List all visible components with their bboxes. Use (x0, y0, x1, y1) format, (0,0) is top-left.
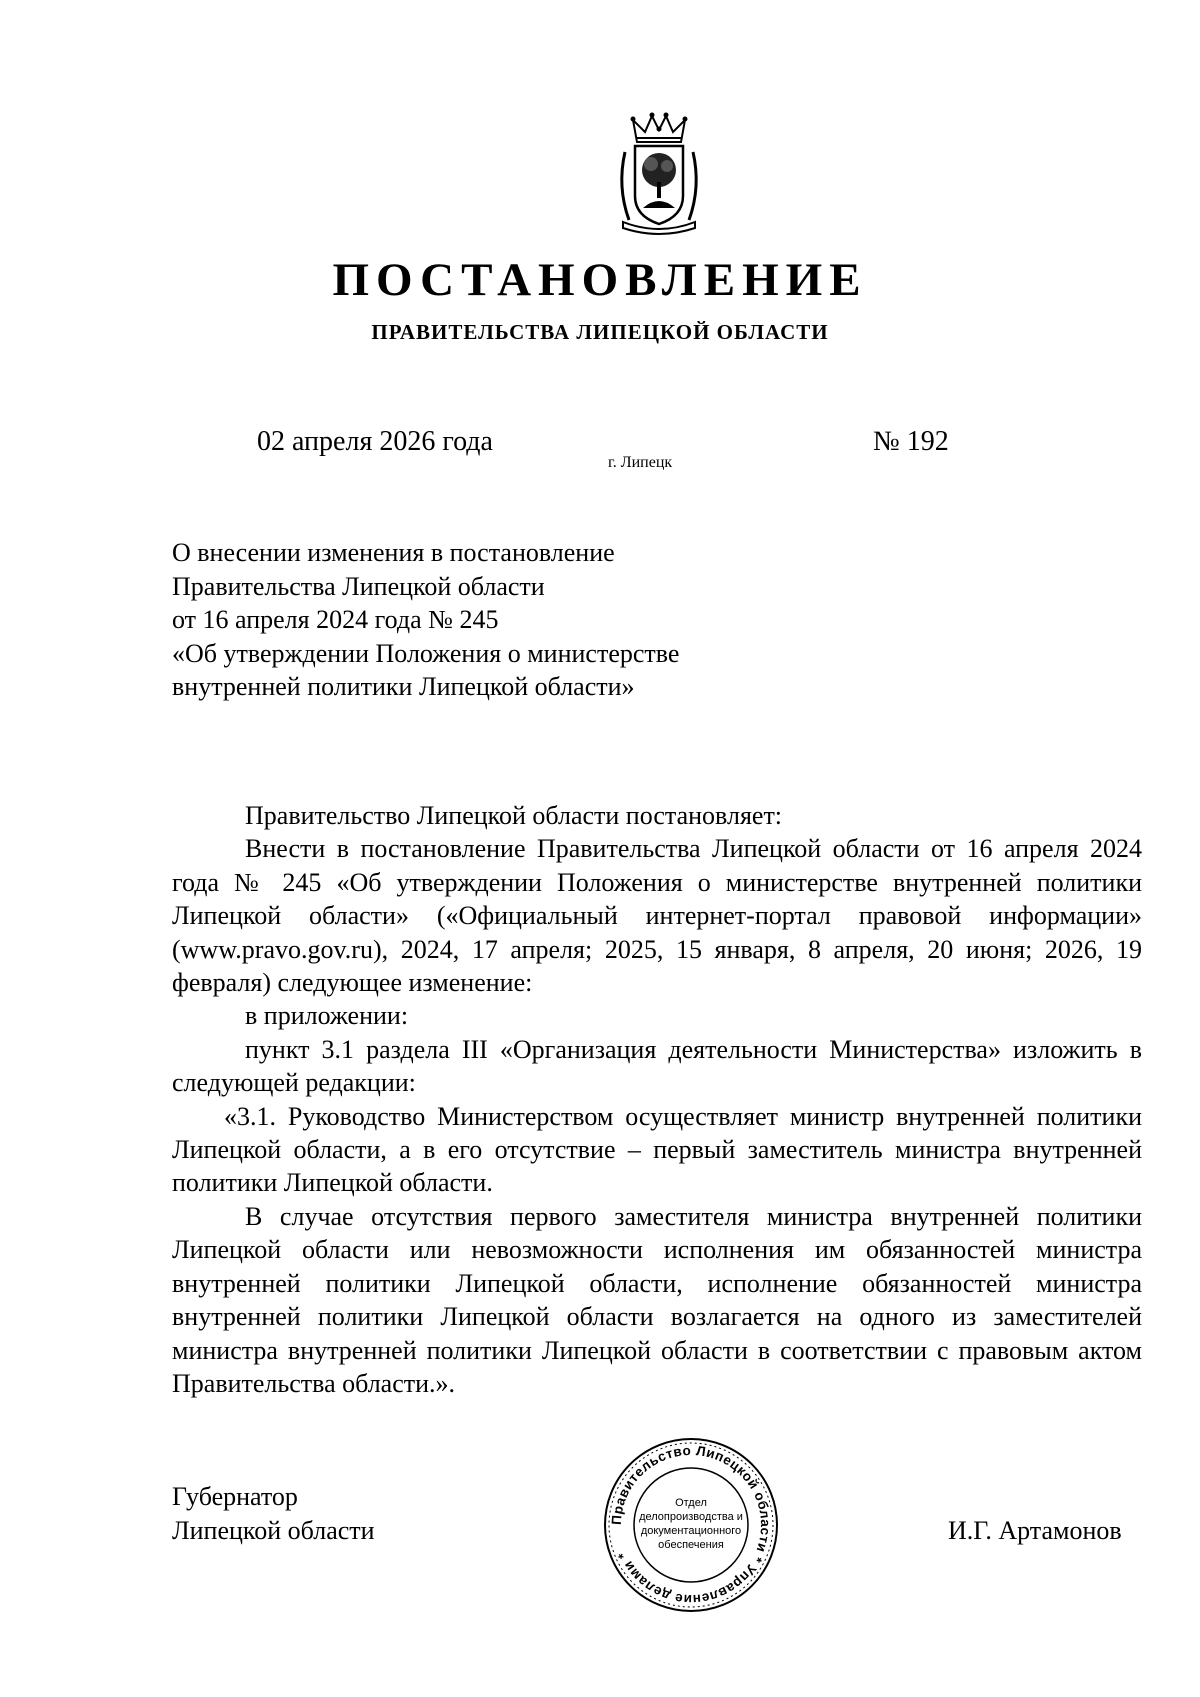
seal-inner-line: обеспечения (658, 1539, 724, 1551)
seal-inner-line: Отдел (675, 1497, 707, 1509)
document-number: № 192 (873, 426, 949, 457)
body-paragraph: Внести в постановление Правительства Липецкой области от 16 апреля 2024 года № 245 «Об утверждении Положения о министерстве внутренней политики Липецкой области» («Официальный интернет-портал правовой информации» (www.pravo.gov.ru), 2024, 17 апреля; 2025, 15 января, 8 апреля, 20 июня; 2026, 19 февраля) следующее изменение: (172, 834, 1142, 998)
seal-inner-line: делопроизводства и (639, 1511, 743, 1523)
coat-of-arms-icon (615, 112, 703, 236)
seal-inner-line: документационного (640, 1525, 742, 1537)
document-heading (172, 536, 872, 704)
document-body (172, 799, 1142, 1400)
signatory-title-line: Липецкой области (172, 1516, 375, 1545)
document-date: 02 апреля 2026 года (257, 426, 493, 457)
body-paragraph: «3.1. Руководство Министерством осуществляет министр внутренней политики Липецкой области, а в его отсутствие – первый заместитель министра внутренней политики Липецкой области. (172, 1101, 1142, 1198)
issuer-subtitle: ПРАВИТЕЛЬСТВА ЛИПЕЦКОЙ ОБЛАСТИ (371, 320, 829, 344)
seal-outer-text: Правительство Липецкой области * Управление делами * (608, 1442, 774, 1608)
body-paragraph: Правительство Липецкой области постановляет: (245, 801, 783, 830)
heading-line: внутренней политики Липецкой области» (172, 672, 635, 701)
body-paragraph: пункт 3.1 раздела III «Организация деятельности Министерства» изложить в следующей редакции: (172, 1034, 1142, 1098)
body-paragraph: В случае отсутствия первого заместителя министра внутренней политики Липецкой области или невозможности исполнения им обязанностей министра внутренней политики Липецкой области, исполнение обязанностей министра внутренней политики Липецкой области возлагается на одного из заместителей министра внутренней политики Липецкой области в соответствии с правовым актом Правительства области.». (172, 1201, 1142, 1398)
official-seal-stamp (602, 1436, 780, 1614)
document-type-title: ПОСТАНОВЛЕНИЕ (332, 254, 868, 306)
signatory-title (172, 1480, 375, 1548)
signatory-name: И.Г. Артамонов (948, 1516, 1122, 1545)
heading-line: Правительства Липецкой области (172, 571, 545, 601)
heading-line: О внесении изменения в постановление (172, 538, 615, 567)
body-paragraph: в приложении: (245, 1001, 409, 1031)
heading-line: от 16 апреля 2024 года № 245 (172, 605, 499, 634)
signatory-title-line: Губернатор (172, 1482, 298, 1511)
heading-line: «Об утверждении Положения о министерстве (172, 638, 680, 668)
document-city: г. Липецк (608, 454, 673, 471)
